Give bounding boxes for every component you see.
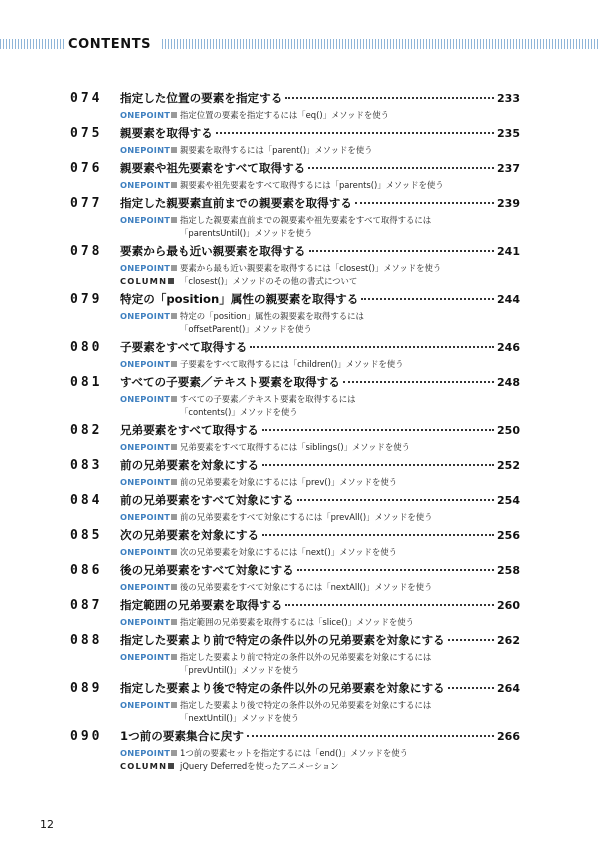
onepoint-note — [120, 393, 520, 419]
note-line: 「offsetParent()」メソッドを使う — [180, 324, 312, 334]
note-line: 要素から最も近い親要素を取得するには「closest()」メソッドを使う — [180, 263, 442, 273]
onepoint-note — [120, 109, 520, 122]
onepoint-note — [120, 144, 520, 157]
onepoint-label — [120, 651, 180, 664]
note-text — [180, 511, 520, 524]
square-bullet-icon — [171, 479, 177, 485]
section-number: 074 — [70, 91, 103, 106]
note-text — [180, 144, 520, 157]
section-page: 260 — [497, 599, 520, 612]
onepoint-note — [120, 747, 520, 760]
dot-leader — [262, 464, 494, 466]
note-line: 「nextUntil()」メソッドを使う — [180, 713, 300, 723]
tag-text: COLUMN — [120, 276, 168, 286]
note-line: 親要素を取得するには「parent()」メソッドを使う — [180, 145, 373, 155]
onepoint-note — [120, 476, 520, 489]
tag-text: ONEPOINT — [120, 263, 171, 273]
dot-leader — [448, 687, 494, 689]
section-title: 指定した親要素直前までの親要素を取得する — [120, 196, 352, 210]
toc-entry[interactable] — [70, 597, 520, 629]
onepoint-note — [120, 511, 520, 524]
toc-title-row — [70, 195, 520, 214]
onepoint-note — [120, 179, 520, 192]
note-text — [180, 441, 520, 454]
section-page: 233 — [497, 92, 520, 105]
toc-title-row — [70, 243, 520, 262]
square-bullet-icon — [171, 112, 177, 118]
onepoint-note — [120, 651, 520, 677]
dot-leader — [355, 202, 494, 204]
toc-title-row — [70, 527, 520, 546]
tag-text: ONEPOINT — [120, 512, 171, 522]
section-number: 075 — [70, 126, 103, 141]
note-line: 兄弟要素をすべて取得するには「siblings()」メソッドを使う — [180, 442, 410, 452]
section-page: 252 — [497, 459, 520, 472]
note-text — [180, 275, 520, 288]
section-page: 264 — [497, 682, 520, 695]
dot-leader — [285, 97, 494, 99]
note-text — [180, 699, 520, 725]
section-page: 256 — [497, 529, 520, 542]
toc-entry[interactable] — [70, 527, 520, 559]
square-bullet-icon — [171, 361, 177, 367]
dot-leader — [297, 569, 494, 571]
toc-entry[interactable] — [70, 422, 520, 454]
toc-entry[interactable] — [70, 632, 520, 677]
onepoint-note — [120, 699, 520, 725]
section-title: 親要素を取得する — [120, 126, 213, 140]
section-page: 241 — [497, 245, 520, 258]
note-line: jQuery Deferredを使ったアニメーション — [180, 761, 339, 771]
note-text — [180, 179, 520, 192]
section-page: 235 — [497, 127, 520, 140]
note-text — [180, 651, 520, 677]
tag-text: ONEPOINT — [120, 394, 171, 404]
onepoint-note — [120, 262, 520, 275]
toc-entry[interactable] — [70, 90, 520, 122]
square-bullet-icon — [171, 514, 177, 520]
onepoint-label — [120, 144, 180, 157]
note-text — [180, 747, 520, 760]
section-number: 088 — [70, 633, 103, 648]
toc-title-row — [70, 632, 520, 651]
dot-leader — [216, 132, 494, 134]
tag-text: ONEPOINT — [120, 652, 171, 662]
tag-text: ONEPOINT — [120, 215, 171, 225]
square-bullet-icon — [171, 265, 177, 271]
section-page: 237 — [497, 162, 520, 175]
dot-leader — [448, 639, 494, 641]
section-page: 258 — [497, 564, 520, 577]
square-bullet-icon — [171, 217, 177, 223]
section-title: 1つ前の要素集合に戻す — [120, 729, 245, 743]
toc-entry[interactable] — [70, 339, 520, 371]
column-note — [120, 275, 520, 288]
note-line: 指定位置の要素を指定するには「eq()」メソッドを使う — [180, 110, 389, 120]
section-page: 250 — [497, 424, 520, 437]
contents-title: CONTENTS — [68, 37, 152, 52]
dot-leader — [361, 298, 494, 300]
dot-leader — [262, 534, 494, 536]
toc-entry[interactable] — [70, 457, 520, 489]
section-title: 指定した位置の要素を指定する — [120, 91, 283, 105]
toc-title-row — [70, 374, 520, 393]
note-text — [180, 476, 520, 489]
onepoint-label — [120, 109, 180, 122]
dot-leader — [250, 346, 494, 348]
onepoint-label — [120, 476, 180, 489]
tag-text: ONEPOINT — [120, 145, 171, 155]
onepoint-label — [120, 310, 180, 323]
tag-text: ONEPOINT — [120, 110, 171, 120]
toc-entry[interactable] — [70, 728, 520, 773]
onepoint-label — [120, 699, 180, 712]
page-number: 12 — [40, 818, 54, 831]
note-text — [180, 616, 520, 629]
section-number: 087 — [70, 598, 103, 613]
note-line: 前の兄弟要素をすべて対象にするには「prevAll()」メソッドを使う — [180, 512, 433, 522]
onepoint-label — [120, 214, 180, 227]
section-number: 086 — [70, 563, 103, 578]
section-page: 239 — [497, 197, 520, 210]
column-label — [120, 760, 180, 773]
toc-entry[interactable] — [70, 492, 520, 524]
section-number: 085 — [70, 528, 103, 543]
onepoint-label — [120, 179, 180, 192]
section-number: 090 — [70, 729, 103, 744]
tag-text: ONEPOINT — [120, 547, 171, 557]
note-text — [180, 760, 520, 773]
square-bullet-icon — [171, 549, 177, 555]
toc-entry[interactable] — [70, 160, 520, 192]
section-number: 077 — [70, 196, 103, 211]
section-title: 兄弟要素をすべて取得する — [120, 423, 259, 437]
square-bullet-icon — [171, 584, 177, 590]
section-number: 083 — [70, 458, 103, 473]
section-page: 266 — [497, 730, 520, 743]
toc-title-row — [70, 291, 520, 310]
note-line: 子要素をすべて取得するには「children()」メソッドを使う — [180, 359, 404, 369]
note-text — [180, 581, 520, 594]
square-bullet-icon — [168, 763, 174, 769]
onepoint-note — [120, 214, 520, 240]
dot-leader — [247, 735, 494, 737]
square-bullet-icon — [171, 702, 177, 708]
dot-leader — [297, 499, 494, 501]
note-line: 「contents()」メソッドを使う — [180, 407, 298, 417]
toc-entry[interactable] — [70, 125, 520, 157]
section-page: 262 — [497, 634, 520, 647]
toc-list — [70, 90, 520, 773]
section-number: 080 — [70, 340, 103, 355]
dot-leader — [343, 381, 494, 383]
note-line: 次の兄弟要素を対象にするには「next()」メソッドを使う — [180, 547, 398, 557]
toc-title-row — [70, 125, 520, 144]
note-line: 「prevUntil()」メソッドを使う — [180, 665, 300, 675]
section-title: 子要素をすべて取得する — [120, 340, 248, 354]
onepoint-label — [120, 393, 180, 406]
header-stripes-right — [162, 39, 600, 49]
note-line: 指定した要素より前で特定の条件以外の兄弟要素を対象にするには — [180, 652, 432, 662]
toc-title-row — [70, 457, 520, 476]
square-bullet-icon — [171, 182, 177, 188]
tag-text: ONEPOINT — [120, 311, 171, 321]
toc-title-row — [70, 680, 520, 699]
dot-leader — [262, 429, 494, 431]
note-line: 「closest()」メソッドのその他の書式について — [180, 276, 358, 286]
tag-text: ONEPOINT — [120, 180, 171, 190]
section-page: 246 — [497, 341, 520, 354]
toc-entry[interactable] — [70, 562, 520, 594]
section-title: 前の兄弟要素をすべて対象にする — [120, 493, 294, 507]
square-bullet-icon — [171, 750, 177, 756]
note-text — [180, 546, 520, 559]
toc-entry[interactable] — [70, 195, 520, 240]
onepoint-note — [120, 310, 520, 336]
onepoint-label — [120, 581, 180, 594]
onepoint-label — [120, 546, 180, 559]
onepoint-label — [120, 441, 180, 454]
section-title: 特定の「position」属性の親要素を取得する — [120, 292, 359, 306]
toc-title-row — [70, 562, 520, 581]
toc-title-row — [70, 492, 520, 511]
tag-text: ONEPOINT — [120, 359, 171, 369]
note-line: 前の兄弟要素を対象にするには「prev()」メソッドを使う — [180, 477, 398, 487]
toc-title-row — [70, 422, 520, 441]
toc-entry[interactable] — [70, 680, 520, 725]
tag-text: ONEPOINT — [120, 477, 171, 487]
section-number: 084 — [70, 493, 103, 508]
tag-text: COLUMN — [120, 761, 168, 771]
square-bullet-icon — [171, 444, 177, 450]
onepoint-label — [120, 747, 180, 760]
column-label — [120, 275, 180, 288]
note-line: 後の兄弟要素をすべて対象にするには「nextAll()」メソッドを使う — [180, 582, 433, 592]
dot-leader — [285, 604, 494, 606]
header-stripes-left — [0, 39, 64, 49]
note-line: 親要素や祖先要素をすべて取得するには「parents()」メソッドを使う — [180, 180, 444, 190]
section-title: 要素から最も近い親要素を取得する — [120, 244, 306, 258]
toc-title-row — [70, 90, 520, 109]
toc-title-row — [70, 339, 520, 358]
onepoint-note — [120, 546, 520, 559]
square-bullet-icon — [171, 619, 177, 625]
square-bullet-icon — [171, 313, 177, 319]
section-title: 指定した要素より前で特定の条件以外の兄弟要素を対象にする — [120, 633, 445, 647]
square-bullet-icon — [168, 278, 174, 284]
tag-text: ONEPOINT — [120, 700, 171, 710]
toc-title-row — [70, 160, 520, 179]
section-number: 078 — [70, 244, 103, 259]
section-number: 079 — [70, 292, 103, 307]
note-text — [180, 358, 520, 371]
onepoint-label — [120, 511, 180, 524]
section-page: 244 — [497, 293, 520, 306]
section-page: 248 — [497, 376, 520, 389]
onepoint-label — [120, 616, 180, 629]
column-note — [120, 760, 520, 773]
contents-header — [0, 38, 600, 52]
onepoint-note — [120, 616, 520, 629]
square-bullet-icon — [171, 147, 177, 153]
note-text — [180, 109, 520, 122]
note-line: 「parentsUntil()」メソッドを使う — [180, 228, 313, 238]
toc-entry[interactable] — [70, 374, 520, 419]
tag-text: ONEPOINT — [120, 617, 171, 627]
tag-text: ONEPOINT — [120, 442, 171, 452]
section-title: すべての子要素／テキスト要素を取得する — [120, 375, 340, 389]
toc-entry[interactable] — [70, 243, 520, 288]
dot-leader — [309, 250, 495, 252]
dot-leader — [308, 167, 494, 169]
onepoint-note — [120, 358, 520, 371]
section-title: 次の兄弟要素を対象にする — [120, 528, 260, 542]
section-number: 082 — [70, 423, 103, 438]
section-title: 後の兄弟要素をすべて対象にする — [120, 563, 294, 577]
note-line: 指定した要素より後で特定の条件以外の兄弟要素を対象にするには — [180, 700, 432, 710]
note-text — [180, 393, 520, 419]
section-page: 254 — [497, 494, 520, 507]
note-text — [180, 262, 520, 275]
section-number: 089 — [70, 681, 103, 696]
section-number: 076 — [70, 161, 103, 176]
toc-title-row — [70, 597, 520, 616]
onepoint-label — [120, 262, 180, 275]
onepoint-note — [120, 581, 520, 594]
note-line: 指定した親要素直前までの親要素や祖先要素をすべて取得するには — [180, 215, 432, 225]
note-line: 指定範囲の兄弟要素を取得するには「slice()」メソッドを使う — [180, 617, 415, 627]
note-line: すべての子要素／テキスト要素を取得するには — [180, 394, 356, 404]
section-number: 081 — [70, 375, 103, 390]
section-title: 親要素や祖先要素をすべて取得する — [120, 161, 306, 175]
note-text — [180, 214, 520, 240]
section-title: 前の兄弟要素を対象にする — [120, 458, 260, 472]
note-line: 特定の「position」属性の親要素を取得するには — [180, 311, 364, 321]
note-text — [180, 310, 520, 336]
section-title: 指定範囲の兄弟要素を取得する — [120, 598, 283, 612]
tag-text: ONEPOINT — [120, 748, 171, 758]
section-title: 指定した要素より後で特定の条件以外の兄弟要素を対象にする — [120, 681, 445, 695]
tag-text: ONEPOINT — [120, 582, 171, 592]
toc-entry[interactable] — [70, 291, 520, 336]
square-bullet-icon — [171, 396, 177, 402]
toc-title-row — [70, 728, 520, 747]
onepoint-note — [120, 441, 520, 454]
onepoint-label — [120, 358, 180, 371]
square-bullet-icon — [171, 654, 177, 660]
note-line: 1つ前の要素セットを指定するには「end()」メソッドを使う — [180, 748, 408, 758]
